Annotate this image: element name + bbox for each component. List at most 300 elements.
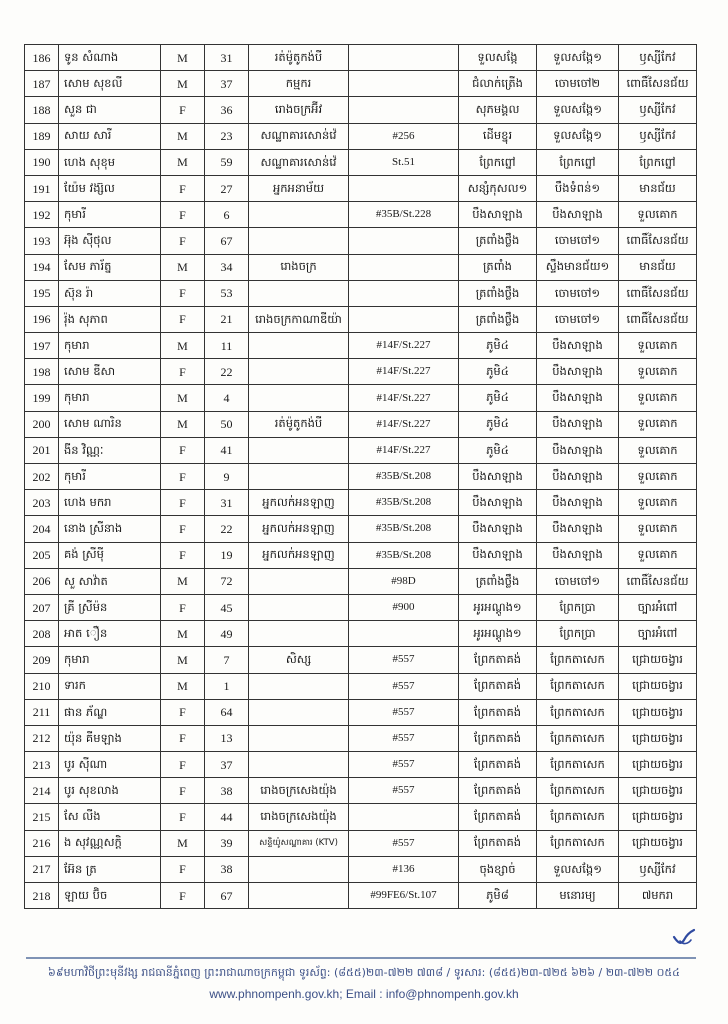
village-cell: បឹងសាឡាង — [459, 516, 537, 542]
row-number: 200 — [25, 411, 59, 437]
occupation-cell — [249, 228, 349, 254]
house-number-cell: #35B/St.208 — [349, 516, 459, 542]
row-number: 213 — [25, 752, 59, 778]
sex-cell: F — [161, 280, 205, 306]
commune-cell: ចោមចៅ១ — [537, 228, 619, 254]
person-name: កុមារា — [59, 385, 161, 411]
age-cell: 67 — [205, 883, 249, 909]
commune-cell: ទួលសង្កែ១ — [537, 856, 619, 882]
sex-cell: M — [161, 333, 205, 359]
sex-cell: F — [161, 856, 205, 882]
occupation-cell — [249, 856, 349, 882]
commune-cell: បឹងសាឡាង — [537, 516, 619, 542]
age-cell: 44 — [205, 804, 249, 830]
village-cell: ដើមខ្នុរ — [459, 123, 537, 149]
commune-cell: បឹងសាឡាង — [537, 359, 619, 385]
age-cell: 67 — [205, 228, 249, 254]
footer-website-email: www.phnompenh.gov.kh; Email : info@phnompenh.gov.kh — [209, 987, 519, 1001]
victims-table-wrap — [24, 44, 696, 909]
row-number: 186 — [25, 45, 59, 71]
commune-cell: បឹងសាឡាង — [537, 202, 619, 228]
age-cell: 9 — [205, 464, 249, 490]
sex-cell: M — [161, 647, 205, 673]
table-row — [25, 123, 697, 149]
commune-cell: បឹងសាឡាង — [537, 437, 619, 463]
table-row — [25, 883, 697, 909]
district-cell: ពោធិ៍សែនជ័យ — [619, 280, 697, 306]
row-number: 202 — [25, 464, 59, 490]
occupation-cell: អ្នកលក់អនឡាញ — [249, 542, 349, 568]
person-name: សែ លីង — [59, 804, 161, 830]
age-cell: 31 — [205, 45, 249, 71]
commune-cell: ព្រែកតាសេក — [537, 647, 619, 673]
table-row — [25, 202, 697, 228]
district-cell: ទួលគោក — [619, 516, 697, 542]
table-row — [25, 542, 697, 568]
village-cell: អូរអណ្តូង១ — [459, 621, 537, 647]
district-cell: ទួលគោក — [619, 333, 697, 359]
house-number-cell — [349, 71, 459, 97]
table-row — [25, 804, 697, 830]
village-cell: បឹងសាឡាង — [459, 464, 537, 490]
house-number-cell: #557 — [349, 725, 459, 751]
table-row — [25, 280, 697, 306]
row-number: 196 — [25, 306, 59, 332]
commune-cell: ព្រែកតាសេក — [537, 830, 619, 856]
house-number-cell — [349, 280, 459, 306]
village-cell: ទួលសង្កែ — [459, 45, 537, 71]
commune-cell: ព្រែកប្រា — [537, 594, 619, 620]
table-row — [25, 464, 697, 490]
village-cell: ចុងខ្សាច់ — [459, 856, 537, 882]
table-row — [25, 411, 697, 437]
person-name: សួន ជា — [59, 97, 161, 123]
commune-cell: បឹងសាឡាង — [537, 464, 619, 490]
table-row — [25, 254, 697, 280]
house-number-cell: #14F/St.227 — [349, 333, 459, 359]
sex-cell: F — [161, 778, 205, 804]
victims-table — [24, 44, 697, 909]
table-row — [25, 752, 697, 778]
house-number-cell: #557 — [349, 778, 459, 804]
row-number: 209 — [25, 647, 59, 673]
district-cell: ច្បារអំពៅ — [619, 594, 697, 620]
village-cell: សុភមង្គល — [459, 97, 537, 123]
district-cell: ទួលគោក — [619, 542, 697, 568]
house-number-cell: #35B/St.228 — [349, 202, 459, 228]
occupation-cell: សណ្ឋាគារសោន់វ៉េ — [249, 149, 349, 175]
occupation-cell — [249, 752, 349, 778]
row-number: 193 — [25, 228, 59, 254]
row-number: 207 — [25, 594, 59, 620]
row-number: 210 — [25, 673, 59, 699]
sex-cell: M — [161, 568, 205, 594]
sex-cell: M — [161, 830, 205, 856]
person-name: ឡាយ ប៊ិច — [59, 883, 161, 909]
district-cell: មានជ័យ — [619, 254, 697, 280]
district-cell: ជ្រោយចង្វារ — [619, 673, 697, 699]
sex-cell: M — [161, 149, 205, 175]
house-number-cell — [349, 804, 459, 830]
table-row — [25, 228, 697, 254]
district-cell: ពោធិ៍សែនជ័យ — [619, 306, 697, 332]
age-cell: 59 — [205, 149, 249, 175]
person-name: កុមារី — [59, 464, 161, 490]
sex-cell: F — [161, 594, 205, 620]
table-row — [25, 725, 697, 751]
check-initial-icon — [672, 928, 696, 948]
table-row — [25, 647, 697, 673]
sex-cell: F — [161, 306, 205, 332]
occupation-cell: សណ្ឋាគារសោន់វ៉េ — [249, 123, 349, 149]
age-cell: 53 — [205, 280, 249, 306]
table-row — [25, 490, 697, 516]
person-name: ងីន វិណ្ណៈ — [59, 437, 161, 463]
occupation-cell: អ្នកលក់អនឡាញ — [249, 516, 349, 542]
occupation-cell — [249, 202, 349, 228]
sex-cell: F — [161, 542, 205, 568]
row-number: 195 — [25, 280, 59, 306]
occupation-cell — [249, 568, 349, 594]
district-cell: ពោធិ៍សែនជ័យ — [619, 568, 697, 594]
commune-cell: មនោរម្យ — [537, 883, 619, 909]
house-number-cell: #14F/St.227 — [349, 437, 459, 463]
table-row — [25, 359, 697, 385]
occupation-cell: រោងចក្រសេងយ៉ុង — [249, 804, 349, 830]
table-row — [25, 568, 697, 594]
person-name: យ៉ែម វង្ស៊ល — [59, 175, 161, 201]
sex-cell: F — [161, 804, 205, 830]
row-number: 212 — [25, 725, 59, 751]
person-name: សួ សាវ៉ាត — [59, 568, 161, 594]
age-cell: 7 — [205, 647, 249, 673]
row-number: 204 — [25, 516, 59, 542]
occupation-cell — [249, 359, 349, 385]
sex-cell: F — [161, 752, 205, 778]
row-number: 190 — [25, 149, 59, 175]
person-name: កុមារី — [59, 202, 161, 228]
commune-cell: បឹងទំពន់១ — [537, 175, 619, 201]
occupation-cell — [249, 621, 349, 647]
sex-cell: F — [161, 490, 205, 516]
row-number: 197 — [25, 333, 59, 359]
age-cell: 21 — [205, 306, 249, 332]
house-number-cell: St.51 — [349, 149, 459, 175]
age-cell: 36 — [205, 97, 249, 123]
table-row — [25, 699, 697, 725]
row-number: 203 — [25, 490, 59, 516]
district-cell: ឫស្សីកែវ — [619, 123, 697, 149]
house-number-cell: #35B/St.208 — [349, 542, 459, 568]
table-row — [25, 516, 697, 542]
district-cell: មានជ័យ — [619, 175, 697, 201]
village-cell: ព្រែកតាគង់ — [459, 830, 537, 856]
village-cell: ត្រពាំងថ្លឹង — [459, 568, 537, 594]
village-cell: ព្រែកព្នៅ — [459, 149, 537, 175]
house-number-cell: #136 — [349, 856, 459, 882]
district-cell: ជ្រោយចង្វារ — [619, 725, 697, 751]
table-row — [25, 45, 697, 71]
age-cell: 64 — [205, 699, 249, 725]
row-number: 215 — [25, 804, 59, 830]
sex-cell: F — [161, 516, 205, 542]
row-number: 188 — [25, 97, 59, 123]
person-name: នោង ស្រីនាង — [59, 516, 161, 542]
person-name: ហេង មករា — [59, 490, 161, 516]
row-number: 205 — [25, 542, 59, 568]
village-cell: ជំលាក់ត្រើង — [459, 71, 537, 97]
sex-cell: F — [161, 97, 205, 123]
sex-cell: F — [161, 464, 205, 490]
village-cell: ត្រពាំង — [459, 254, 537, 280]
district-cell: ទួលគោក — [619, 490, 697, 516]
district-cell: ទួលគោក — [619, 385, 697, 411]
village-cell: ព្រែកតាគង់ — [459, 725, 537, 751]
occupation-cell — [249, 280, 349, 306]
sex-cell: F — [161, 202, 205, 228]
person-name: ទូន សំណាង — [59, 45, 161, 71]
age-cell: 37 — [205, 71, 249, 97]
age-cell: 38 — [205, 856, 249, 882]
sex-cell: M — [161, 45, 205, 71]
house-number-cell: #900 — [349, 594, 459, 620]
commune-cell: ព្រែកប្រា — [537, 621, 619, 647]
house-number-cell — [349, 306, 459, 332]
person-name: រ៉ុង សុភាព — [59, 306, 161, 332]
commune-cell: បឹងសាឡាង — [537, 490, 619, 516]
village-cell: ព្រែកតាគង់ — [459, 673, 537, 699]
person-name: គង់ ស្រីម៉ី — [59, 542, 161, 568]
village-cell: ព្រែកតាគង់ — [459, 752, 537, 778]
age-cell: 37 — [205, 752, 249, 778]
house-number-cell: #557 — [349, 830, 459, 856]
sex-cell: M — [161, 254, 205, 280]
village-cell: បឹងសាឡាង — [459, 542, 537, 568]
village-cell: ភូមិ៤ — [459, 359, 537, 385]
house-number-cell: #557 — [349, 752, 459, 778]
village-cell: ព្រែកតាគង់ — [459, 647, 537, 673]
sex-cell: F — [161, 883, 205, 909]
commune-cell: ទួលសង្កែ១ — [537, 123, 619, 149]
district-cell: ច្បារអំពៅ — [619, 621, 697, 647]
age-cell: 27 — [205, 175, 249, 201]
age-cell: 4 — [205, 385, 249, 411]
age-cell: 22 — [205, 516, 249, 542]
row-number: 216 — [25, 830, 59, 856]
district-cell: ទួលគោក — [619, 464, 697, 490]
village-cell: ភូមិ៤ — [459, 385, 537, 411]
village-cell: ភូមិ៨ — [459, 883, 537, 909]
occupation-cell: អ្នកអនាម័យ — [249, 175, 349, 201]
commune-cell: ព្រែកតាសេក — [537, 673, 619, 699]
village-cell: ភូមិ៤ — [459, 437, 537, 463]
district-cell: ពោធិ៍សែនជ័យ — [619, 228, 697, 254]
occupation-cell: រោងចក្រអ៊ីវ — [249, 97, 349, 123]
age-cell: 22 — [205, 359, 249, 385]
district-cell: ជ្រោយចង្វារ — [619, 778, 697, 804]
house-number-cell: #14F/St.227 — [349, 385, 459, 411]
commune-cell: ព្រែកតាសេក — [537, 699, 619, 725]
commune-cell: ចោមចៅ១ — [537, 568, 619, 594]
row-number: 201 — [25, 437, 59, 463]
age-cell: 49 — [205, 621, 249, 647]
table-row — [25, 97, 697, 123]
district-cell: ទួលគោក — [619, 202, 697, 228]
house-number-cell: #14F/St.227 — [349, 411, 459, 437]
house-number-cell: #557 — [349, 647, 459, 673]
table-row — [25, 437, 697, 463]
sex-cell: F — [161, 437, 205, 463]
village-cell: ភូមិ៤ — [459, 333, 537, 359]
person-name: ផាន ភ័ណ្ឌ — [59, 699, 161, 725]
house-number-cell: #35B/St.208 — [349, 464, 459, 490]
footer-address: ៦៩មហាវិថីព្រះមុនីវង្ស រាជធានីភ្នំពេញ ព្រះរាជាណាចក្រកម្ពុជា ទូរស័ព្ទ: (៨៥៥)២៣-៧២២ ៧៣៨ / ទូរសារ: (៨៥៥)២៣-៧២៥ ៦២៦ / ២៣-៧២២ ០៥៤ — [48, 966, 680, 979]
village-cell: ព្រែកតាគង់ — [459, 778, 537, 804]
commune-cell: ព្រែកតាសេក — [537, 752, 619, 778]
village-cell: ព្រែកតាគង់ — [459, 804, 537, 830]
house-number-cell — [349, 254, 459, 280]
district-cell: ឫស្សីកែវ — [619, 45, 697, 71]
commune-cell: បឹងសាឡាង — [537, 333, 619, 359]
row-number: 198 — [25, 359, 59, 385]
table-row — [25, 856, 697, 882]
occupation-cell — [249, 437, 349, 463]
person-name: អាត ឿន — [59, 621, 161, 647]
person-name: កុមារា — [59, 333, 161, 359]
age-cell: 1 — [205, 673, 249, 699]
table-row — [25, 149, 697, 175]
district-cell: ទួលគោក — [619, 437, 697, 463]
table-row — [25, 175, 697, 201]
commune-cell: ព្រែកព្នៅ — [537, 149, 619, 175]
row-number: 192 — [25, 202, 59, 228]
person-name: សែម ភារ័ត្ន — [59, 254, 161, 280]
sex-cell: F — [161, 699, 205, 725]
commune-cell: ស្ទឹងមានជ័យ១ — [537, 254, 619, 280]
commune-cell: ព្រែកតាសេក — [537, 725, 619, 751]
table-row — [25, 594, 697, 620]
age-cell: 45 — [205, 594, 249, 620]
row-number: 199 — [25, 385, 59, 411]
age-cell: 39 — [205, 830, 249, 856]
occupation-cell — [249, 594, 349, 620]
table-row — [25, 673, 697, 699]
district-cell: ជ្រោយចង្វារ — [619, 804, 697, 830]
district-cell: ជ្រោយចង្វារ — [619, 647, 697, 673]
table-row — [25, 306, 697, 332]
table-body — [25, 45, 697, 909]
row-number: 218 — [25, 883, 59, 909]
age-cell: 38 — [205, 778, 249, 804]
commune-cell: ទួលសង្កែ១ — [537, 45, 619, 71]
village-cell: ភូមិ៤ — [459, 411, 537, 437]
house-number-cell: #14F/St.227 — [349, 359, 459, 385]
age-cell: 50 — [205, 411, 249, 437]
table-row — [25, 778, 697, 804]
person-name: យ៉ុន គីមឡាង — [59, 725, 161, 751]
age-cell: 19 — [205, 542, 249, 568]
person-name: អ៊ែន ត្រ — [59, 856, 161, 882]
house-number-cell — [349, 228, 459, 254]
occupation-cell: សន្ទិយ៉ូសណ្ឋាគារ (KTV) — [249, 830, 349, 856]
row-number: 189 — [25, 123, 59, 149]
age-cell: 6 — [205, 202, 249, 228]
commune-cell: បឹងសាឡាង — [537, 411, 619, 437]
person-name: កុមារា — [59, 647, 161, 673]
commune-cell: ចោមចៅ១ — [537, 306, 619, 332]
person-name: គ្រី ស្រីម៉ន — [59, 594, 161, 620]
village-cell: ត្រពាំងថ្លឹង — [459, 228, 537, 254]
occupation-cell — [249, 883, 349, 909]
house-number-cell: #99FE6/St.107 — [349, 883, 459, 909]
occupation-cell: រោងចក្រ — [249, 254, 349, 280]
district-cell: ជ្រោយចង្វារ — [619, 699, 697, 725]
age-cell: 31 — [205, 490, 249, 516]
commune-cell: ព្រែកតាសេក — [537, 804, 619, 830]
house-number-cell: #256 — [349, 123, 459, 149]
village-cell: ត្រពាំងថ្លឹង — [459, 280, 537, 306]
person-name: ស៊ុន រ៉ា — [59, 280, 161, 306]
occupation-cell: រត់ម៉ូតូកង់បី — [249, 45, 349, 71]
village-cell: អូរអណ្តូង១ — [459, 594, 537, 620]
district-cell: ឫស្សីកែវ — [619, 856, 697, 882]
district-cell: ជ្រោយចង្វារ — [619, 830, 697, 856]
occupation-cell — [249, 464, 349, 490]
person-name: ង សុវណ្ណសក្តិ — [59, 830, 161, 856]
footer-divider — [26, 957, 696, 959]
person-name: អ៊ុង ស៊ីថុល — [59, 228, 161, 254]
occupation-cell: កម្មករ — [249, 71, 349, 97]
sex-cell: M — [161, 385, 205, 411]
occupation-cell — [249, 699, 349, 725]
district-cell: ទួលគោក — [619, 359, 697, 385]
occupation-cell: សិស្ស — [249, 647, 349, 673]
occupation-cell — [249, 385, 349, 411]
row-number: 217 — [25, 856, 59, 882]
person-name: បូរ សុខលាង — [59, 778, 161, 804]
age-cell: 41 — [205, 437, 249, 463]
district-cell: ព្រែកព្នៅ — [619, 149, 697, 175]
commune-cell: បឹងសាឡាង — [537, 542, 619, 568]
table-row — [25, 621, 697, 647]
person-name: សោម សុខលី — [59, 71, 161, 97]
row-number: 187 — [25, 71, 59, 97]
occupation-cell — [249, 333, 349, 359]
commune-cell: ទួលសង្កែ១ — [537, 97, 619, 123]
district-cell: ៧មករា — [619, 883, 697, 909]
occupation-cell — [249, 725, 349, 751]
district-cell: ពោធិ៍សែនជ័យ — [619, 71, 697, 97]
sex-cell: F — [161, 228, 205, 254]
occupation-cell: អ្នកលក់អនឡាញ — [249, 490, 349, 516]
house-number-cell — [349, 45, 459, 71]
age-cell: 23 — [205, 123, 249, 149]
house-number-cell — [349, 175, 459, 201]
sex-cell: F — [161, 175, 205, 201]
occupation-cell: រោងចក្រសេងយ៉ុង — [249, 778, 349, 804]
age-cell: 34 — [205, 254, 249, 280]
row-number: 211 — [25, 699, 59, 725]
table-row — [25, 385, 697, 411]
commune-cell: ព្រែកតាសេក — [537, 778, 619, 804]
age-cell: 13 — [205, 725, 249, 751]
table-row — [25, 333, 697, 359]
district-cell: ជ្រោយចង្វារ — [619, 752, 697, 778]
occupation-cell: រោងចក្រកាណាឌីយ៉ា — [249, 306, 349, 332]
sex-cell: F — [161, 725, 205, 751]
occupation-cell — [249, 673, 349, 699]
commune-cell: បឹងសាឡាង — [537, 385, 619, 411]
